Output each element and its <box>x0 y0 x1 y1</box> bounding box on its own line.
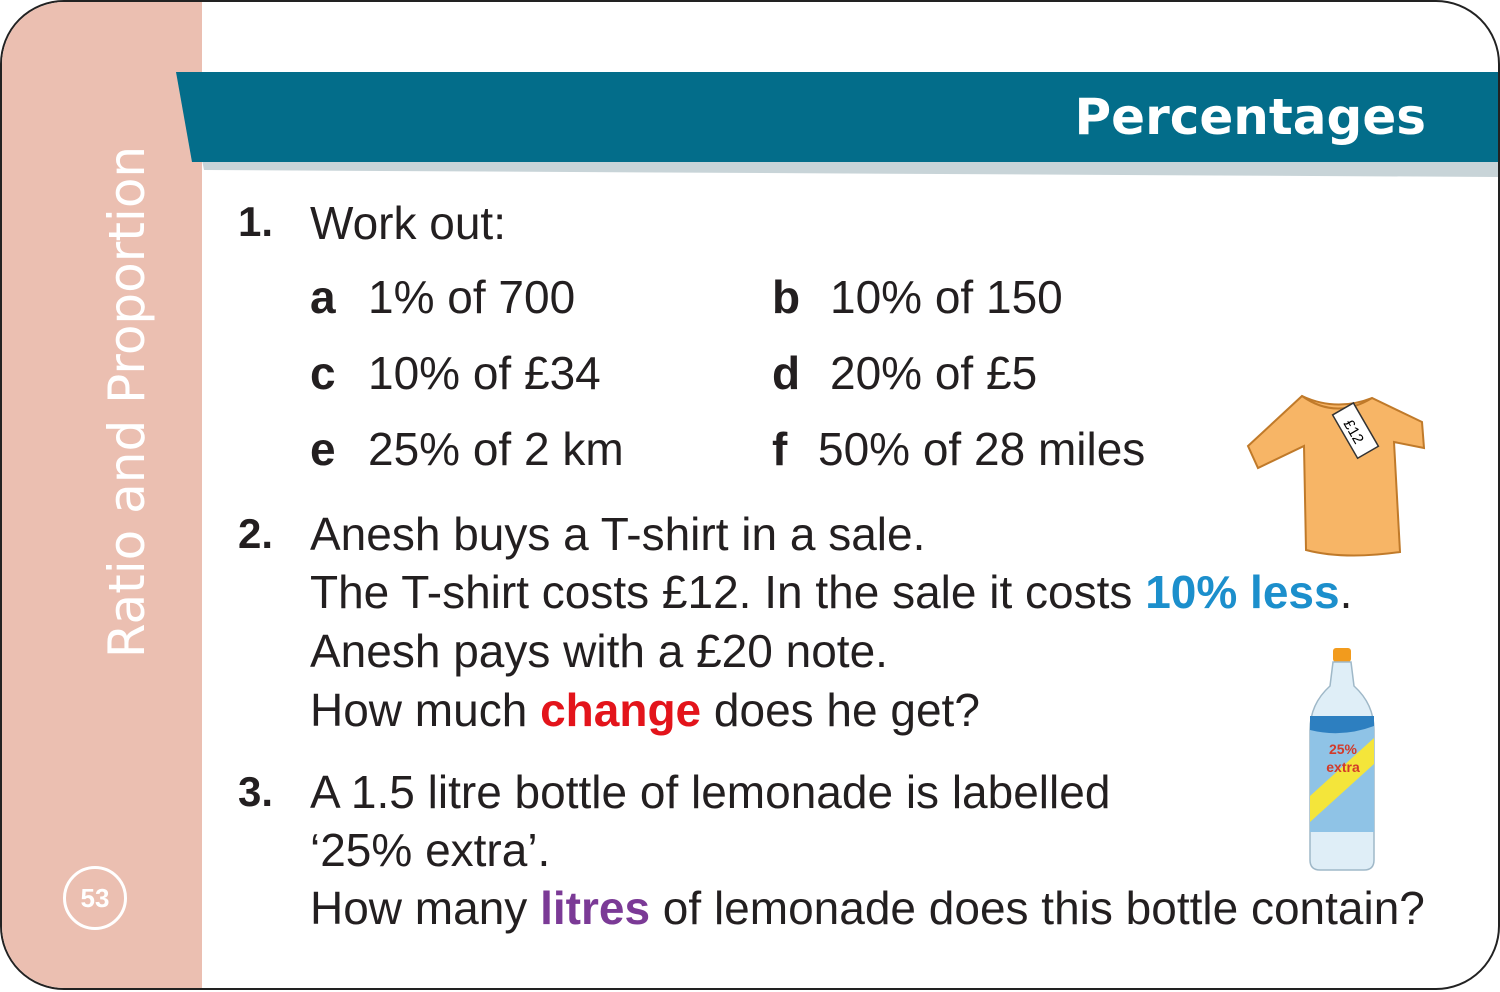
question-3-line-1: A 1.5 litre bottle of lemonade is labelled <box>310 766 1111 818</box>
highlight-10-percent-less: 10% less <box>1145 566 1340 618</box>
part-text: 10% of 150 <box>830 271 1063 323</box>
question-3-number: 3. <box>238 768 274 815</box>
text-segment: How much <box>310 684 541 736</box>
question-2-number: 2. <box>238 510 274 557</box>
question-3-line-2: ‘25% extra’. <box>310 824 551 876</box>
part-text: 20% of £5 <box>830 347 1038 399</box>
highlight-change: change <box>540 684 702 736</box>
bottle-label-line-1: 25% <box>1328 741 1358 757</box>
question-2-line-2 <box>310 563 1352 621</box>
part-letter: d <box>772 347 801 399</box>
question-3-line-3 <box>310 879 1425 937</box>
part-text: 1% of 700 <box>368 271 576 323</box>
question-1-part-f <box>772 422 1145 476</box>
text-segment: does he get? <box>701 684 980 736</box>
part-text: 10% of £34 <box>368 347 601 399</box>
question-1-part-a <box>310 270 575 324</box>
question-1-part-d <box>772 346 1037 400</box>
highlight-litres: litres <box>540 882 651 934</box>
question-1-part-b <box>772 270 1063 324</box>
text-segment: . <box>1339 566 1353 618</box>
lemonade-bottle-illustration <box>1306 646 1378 872</box>
text-segment: How many <box>310 882 541 934</box>
part-letter: a <box>310 271 336 323</box>
page-number-badge: 53 <box>63 866 127 930</box>
question-2-line-1: Anesh buys a T-shirt in a sale. <box>310 508 926 560</box>
question-1-part-c <box>310 346 601 400</box>
text-segment: of lemonade does this bottle contain? <box>650 882 1425 934</box>
page-title: Percentages <box>1074 88 1426 146</box>
question-2-line-3: Anesh pays with a £20 note. <box>310 625 888 677</box>
price-tag-text: £12 <box>1339 416 1367 447</box>
sidebar-title: Ratio and Proportion <box>98 145 156 659</box>
part-text: 25% of 2 km <box>368 423 624 475</box>
bottle-label-line-2: extra <box>1326 759 1360 775</box>
part-letter: f <box>772 423 788 475</box>
question-1-prompt: Work out: <box>310 197 506 249</box>
question-1-number: 1. <box>238 198 274 245</box>
part-text: 50% of 28 miles <box>818 423 1146 475</box>
part-letter: b <box>772 271 801 323</box>
text-segment: The T-shirt costs £12. In the sale it costs <box>310 566 1146 618</box>
part-letter: c <box>310 347 336 399</box>
question-2-line-4 <box>310 681 980 739</box>
part-letter: e <box>310 423 336 475</box>
tshirt-illustration <box>1244 390 1430 558</box>
question-1-part-e <box>310 422 624 476</box>
